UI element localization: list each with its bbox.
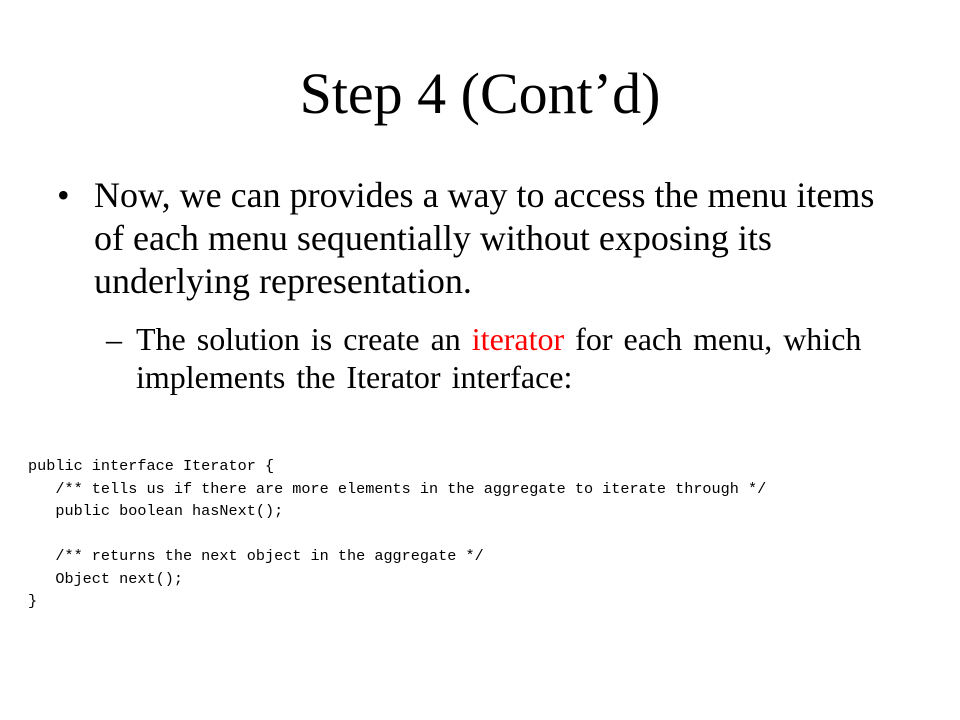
code-line: } — [28, 592, 38, 610]
code-line: public interface Iterator { — [28, 457, 275, 475]
code-block — [28, 455, 938, 613]
code-line: /** returns the next object in the aggregate */ — [28, 547, 484, 565]
sub-bullet-text — [136, 320, 906, 396]
slide-title: Step 4 (Cont’d) — [299, 61, 661, 126]
sub-bullet-marker: – — [106, 321, 122, 357]
bullet-marker: • — [57, 175, 70, 215]
bullet-text: Now, we can provides a way to access the menu items of each menu sequentially without exposing its underlying representation. — [94, 175, 875, 301]
code-line: Object next(); — [28, 569, 183, 588]
code-line — [28, 523, 938, 546]
code-line: /** tells us if there are more elements in the aggregate to iterate through */ — [28, 479, 767, 498]
highlighted-term: iterator — [471, 321, 565, 357]
sub-bullet-text-before: The solution is create an — [136, 321, 472, 357]
sub-bullet-item — [106, 320, 906, 396]
sub-bullet-text-after: for each menu, which implements the Iterator interface: — [136, 321, 862, 395]
bullet-item — [57, 174, 907, 303]
code-line: public boolean hasNext(); — [28, 502, 284, 520]
